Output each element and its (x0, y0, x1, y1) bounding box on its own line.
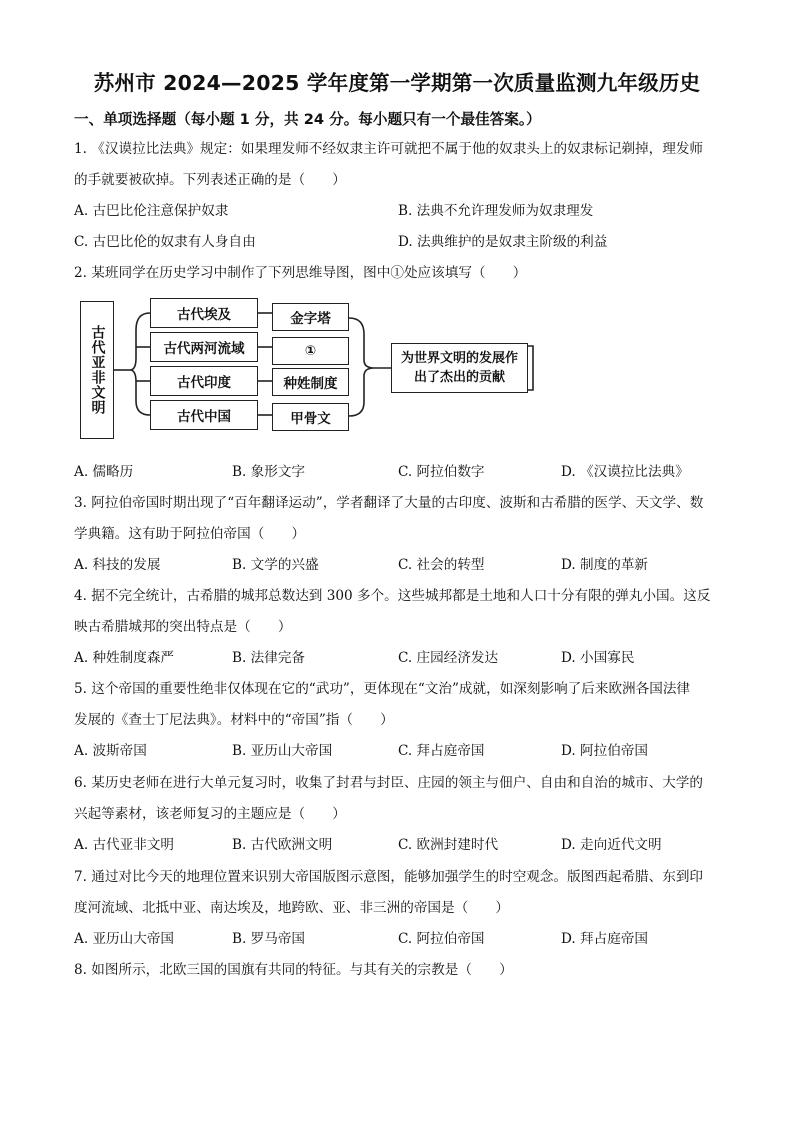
diagram-achievement-blank: ① (272, 337, 349, 365)
question-7-line-2: 度河流域、北抵中亚、南达埃及，地跨欧、亚、非三洲的帝国是（ ） (74, 900, 509, 916)
question-1-option-b[interactable]: B. 法典不允许理发师为奴隶理发 (398, 203, 594, 219)
question-1-option-a[interactable]: A. 古巴比伦注意保护奴隶 (74, 203, 229, 219)
question-5-option-d[interactable]: D. 阿拉伯帝国 (561, 743, 649, 759)
question-6-line-1: 6. 某历史老师在进行大单元复习时，收集了封君与封臣、庄园的领主与佃户、自由和自治的城市、大学的 (74, 775, 704, 791)
question-7-line-1: 7. 通过对比今天的地理位置来识别大帝国版图示意图，能够加强学生的时空观念。版图西起希腊、东到印 (74, 869, 704, 885)
diagram-region-egypt: 古代埃及 (150, 298, 258, 328)
question-2-option-a[interactable]: A. 儒略历 (74, 464, 134, 480)
question-6-option-b[interactable]: B. 古代欧洲文明 (232, 837, 333, 853)
question-1-option-d[interactable]: D. 法典维护的是奴隶主阶级的利益 (398, 234, 608, 250)
question-5-line-1: 5. 这个帝国的重要性绝非仅体现在它的“武功”，更体现在“文治”成就，如深刻影响了后来欧洲各国法律 (74, 681, 691, 697)
diagram-achievement-oracle-bone: 甲骨文 (272, 403, 349, 431)
question-4-option-a[interactable]: A. 种姓制度森严 (74, 650, 175, 666)
question-8-line-1: 8. 如图所示，北欧三国的国旗有共同的特征。与其有关的宗教是（ ） (74, 962, 513, 978)
question-2-option-b[interactable]: B. 象形文字 (232, 464, 306, 480)
question-6-option-c[interactable]: C. 欧洲封建时代 (398, 837, 499, 853)
question-7-option-a[interactable]: A. 亚历山大帝国 (74, 931, 175, 947)
question-1-line-2: 的手就要被砍掉。下列表述正确的是（ ） (74, 172, 346, 188)
question-6-option-a[interactable]: A. 古代亚非文明 (74, 837, 175, 853)
question-3-line-1: 3. 阿拉伯帝国时期出现了“百年翻译运动”，学者翻译了大量的古印度、波斯和古希腊的医学、天文学、数 (74, 495, 704, 511)
question-5-line-2: 发展的《查士丁尼法典》。材料中的“帝国”指（ ） (74, 712, 394, 728)
diagram-region-mesopotamia: 古代两河流域 (150, 332, 258, 362)
question-5-option-c[interactable]: C. 拜占庭帝国 (398, 743, 485, 759)
question-4-option-c[interactable]: C. 庄园经济发达 (398, 650, 499, 666)
question-4-option-b[interactable]: B. 法律完备 (232, 650, 306, 666)
question-7-option-b[interactable]: B. 罗马帝国 (232, 931, 306, 947)
question-1-option-c[interactable]: C. 古巴比伦的奴隶有人身自由 (74, 234, 256, 250)
question-6-option-d[interactable]: D. 走向近代文明 (561, 837, 662, 853)
question-4-line-2: 映古希腊城邦的突出特点是（ ） (74, 619, 292, 635)
diagram-root-box: 古代亚非文明 (80, 301, 114, 439)
question-3-option-b[interactable]: B. 文学的兴盛 (232, 557, 319, 573)
question-2-line-1: 2. 某班同学在历史学习中制作了下列思维导图，图中①处应该填写（ ） (74, 265, 527, 281)
page-title: 苏州市 2024—2025 学年度第一学期第一次质量监测九年级历史 (93, 71, 701, 95)
diagram-achievement-pyramid: 金字塔 (272, 303, 349, 331)
diagram-achievement-caste: 种姓制度 (272, 368, 349, 396)
question-5-option-a[interactable]: A. 波斯帝国 (74, 743, 147, 759)
question-2-option-c[interactable]: C. 阿拉伯数字 (398, 464, 485, 480)
question-4-line-1: 4. 据不完全统计，古希腊的城邦总数达到 300 多个。这些城邦都是土地和人口十分有限的弹丸小国。这反 (74, 588, 711, 604)
question-1-line-1: 1. 《汉谟拉比法典》规定：如果理发师不经奴隶主许可就把不属于他的奴隶头上的奴隶标记剃掉，理发师 (74, 141, 704, 157)
question-4-option-d[interactable]: D. 小国寡民 (561, 650, 635, 666)
question-3-option-c[interactable]: C. 社会的转型 (398, 557, 485, 573)
question-2-option-d[interactable]: D. 《汉谟拉比法典》 (561, 464, 689, 480)
diagram-conclusion-box: 为世界文明的发展作出了杰出的贡献 (391, 343, 528, 393)
question-3-line-2: 学典籍。这有助于阿拉伯帝国（ ） (74, 526, 306, 542)
question-3-option-d[interactable]: D. 制度的革新 (561, 557, 649, 573)
question-3-option-a[interactable]: A. 科技的发展 (74, 557, 161, 573)
question-7-option-d[interactable]: D. 拜占庭帝国 (561, 931, 649, 947)
question-7-option-c[interactable]: C. 阿拉伯帝国 (398, 931, 485, 947)
section-heading: 一、单项选择题（每小题 1 分，共 24 分。每小题只有一个最佳答案。） (74, 111, 541, 128)
diagram-region-china: 古代中国 (150, 400, 258, 430)
question-5-option-b[interactable]: B. 亚历山大帝国 (232, 743, 333, 759)
diagram-region-india: 古代印度 (150, 366, 258, 396)
question-6-line-2: 兴起等素材，该老师复习的主题应是（ ） (74, 806, 346, 822)
